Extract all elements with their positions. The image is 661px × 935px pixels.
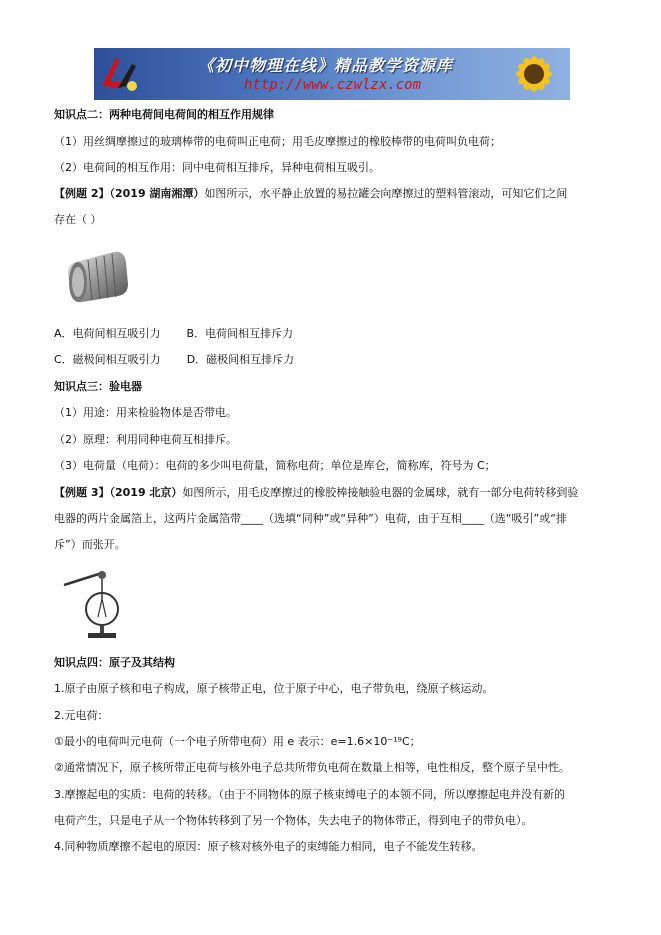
section4-point-7: 4.同种物质摩擦不起电的原因：原子核对核外电子的束缚能力相同，电子不能发生转移。 (54, 840, 483, 853)
section-heading-4: 知识点四：原子及其结构 (54, 656, 175, 669)
example3-label: 【例题 3】（2019 北京） (54, 486, 183, 499)
option-c: C．磁极间相互吸引力 (54, 353, 161, 366)
section2-point-2: （2）电荷间的相互作用：同中电荷相互排斥，异种电荷相互吸引。 (54, 161, 380, 174)
section4-point-4: ②通常情况下，原子核所带正电荷与核外电子总共所带负电荷在数量上相等，电性相反，整个原子呈中性。 (54, 761, 570, 774)
example2-question-line1 (54, 186, 567, 202)
section3-point-3: （3）电荷量（电荷）：电荷的多少叫电荷量，简称电荷；单位是库仑，简称库，符号为 C； (54, 459, 496, 472)
header-banner (94, 48, 570, 100)
can-figure (66, 250, 130, 304)
option-a: A．电荷间相互吸引力 (54, 327, 161, 340)
example2-text1: 如图所示，水平静止放置的易拉罐会向摩擦过的塑料管滚动，可知它们之间 (204, 187, 568, 200)
section3-point-2: （2）原理：利用同种电荷互相排斥。 (54, 433, 237, 446)
example3-question-line2: 电器的两片金属箔上，这两片金属箔带____（选填“同种”或“异种”）电荷，由于互相____（选“吸引”或“排 (54, 512, 567, 525)
section4-point-5: 3.摩擦起电的实质：电荷的转移。（由于不同物体的原子核束缚电子的本领不同，所以摩擦起电并没有新的 (54, 788, 565, 801)
banner-url: http://www.czwlzx.com (244, 77, 422, 93)
example2-options-ab (54, 326, 293, 342)
section4-point-2: 2.元电荷： (54, 709, 109, 722)
option-b: B．电荷间相互排斥力 (186, 327, 294, 340)
banner-title: 《初中物理在线》精品教学资源库 (198, 56, 454, 75)
sunflower-icon (494, 50, 564, 98)
section2-point-1: （1）用丝绸摩擦过的玻璃棒带的电荷叫正电荷；用毛皮摩擦过的橡胶棒带的电荷叫负电荷； (54, 135, 501, 148)
section4-point-3: ①最小的电荷叫元电荷（一个电子所带电荷）用 e 表示：e=1.6×10⁻¹⁹C； (54, 735, 421, 748)
example2-options-cd (54, 352, 294, 368)
example2-label: 【例题 2】（2019 湖南湘潭） (54, 187, 205, 200)
section3-point-1: （1）用途：用来检验物体是否带电。 (54, 406, 237, 419)
example3-text1: 如图所示，用毛皮摩擦过的橡胶棒接触验电器的金属球，就有一部分电荷转移到验 (182, 486, 579, 499)
section4-point-1: 1.原子由原子核和电子构成，原子核带正电，位于原子中心，电子带负电，绕原子核运动。 (54, 682, 494, 695)
example3-question-line1 (54, 485, 578, 501)
electroscope-figure (60, 565, 140, 643)
example3-question-line3: 斥”）而张开。 (54, 538, 126, 551)
section-heading-2: 知识点二：两种电荷间电荷间的相互作用规律 (54, 108, 274, 121)
section4-point-6: 电荷产生，只是电子从一个物体转移到了另一个物体，失去电子的物体带正，得到电子的带负电）。 (54, 814, 533, 827)
site-logo-icon (98, 52, 142, 96)
section-heading-3: 知识点三：验电器 (54, 380, 142, 393)
option-d: D．磁极间相互排斥力 (186, 353, 295, 366)
example2-question-line2: 存在（ ） (54, 213, 102, 226)
